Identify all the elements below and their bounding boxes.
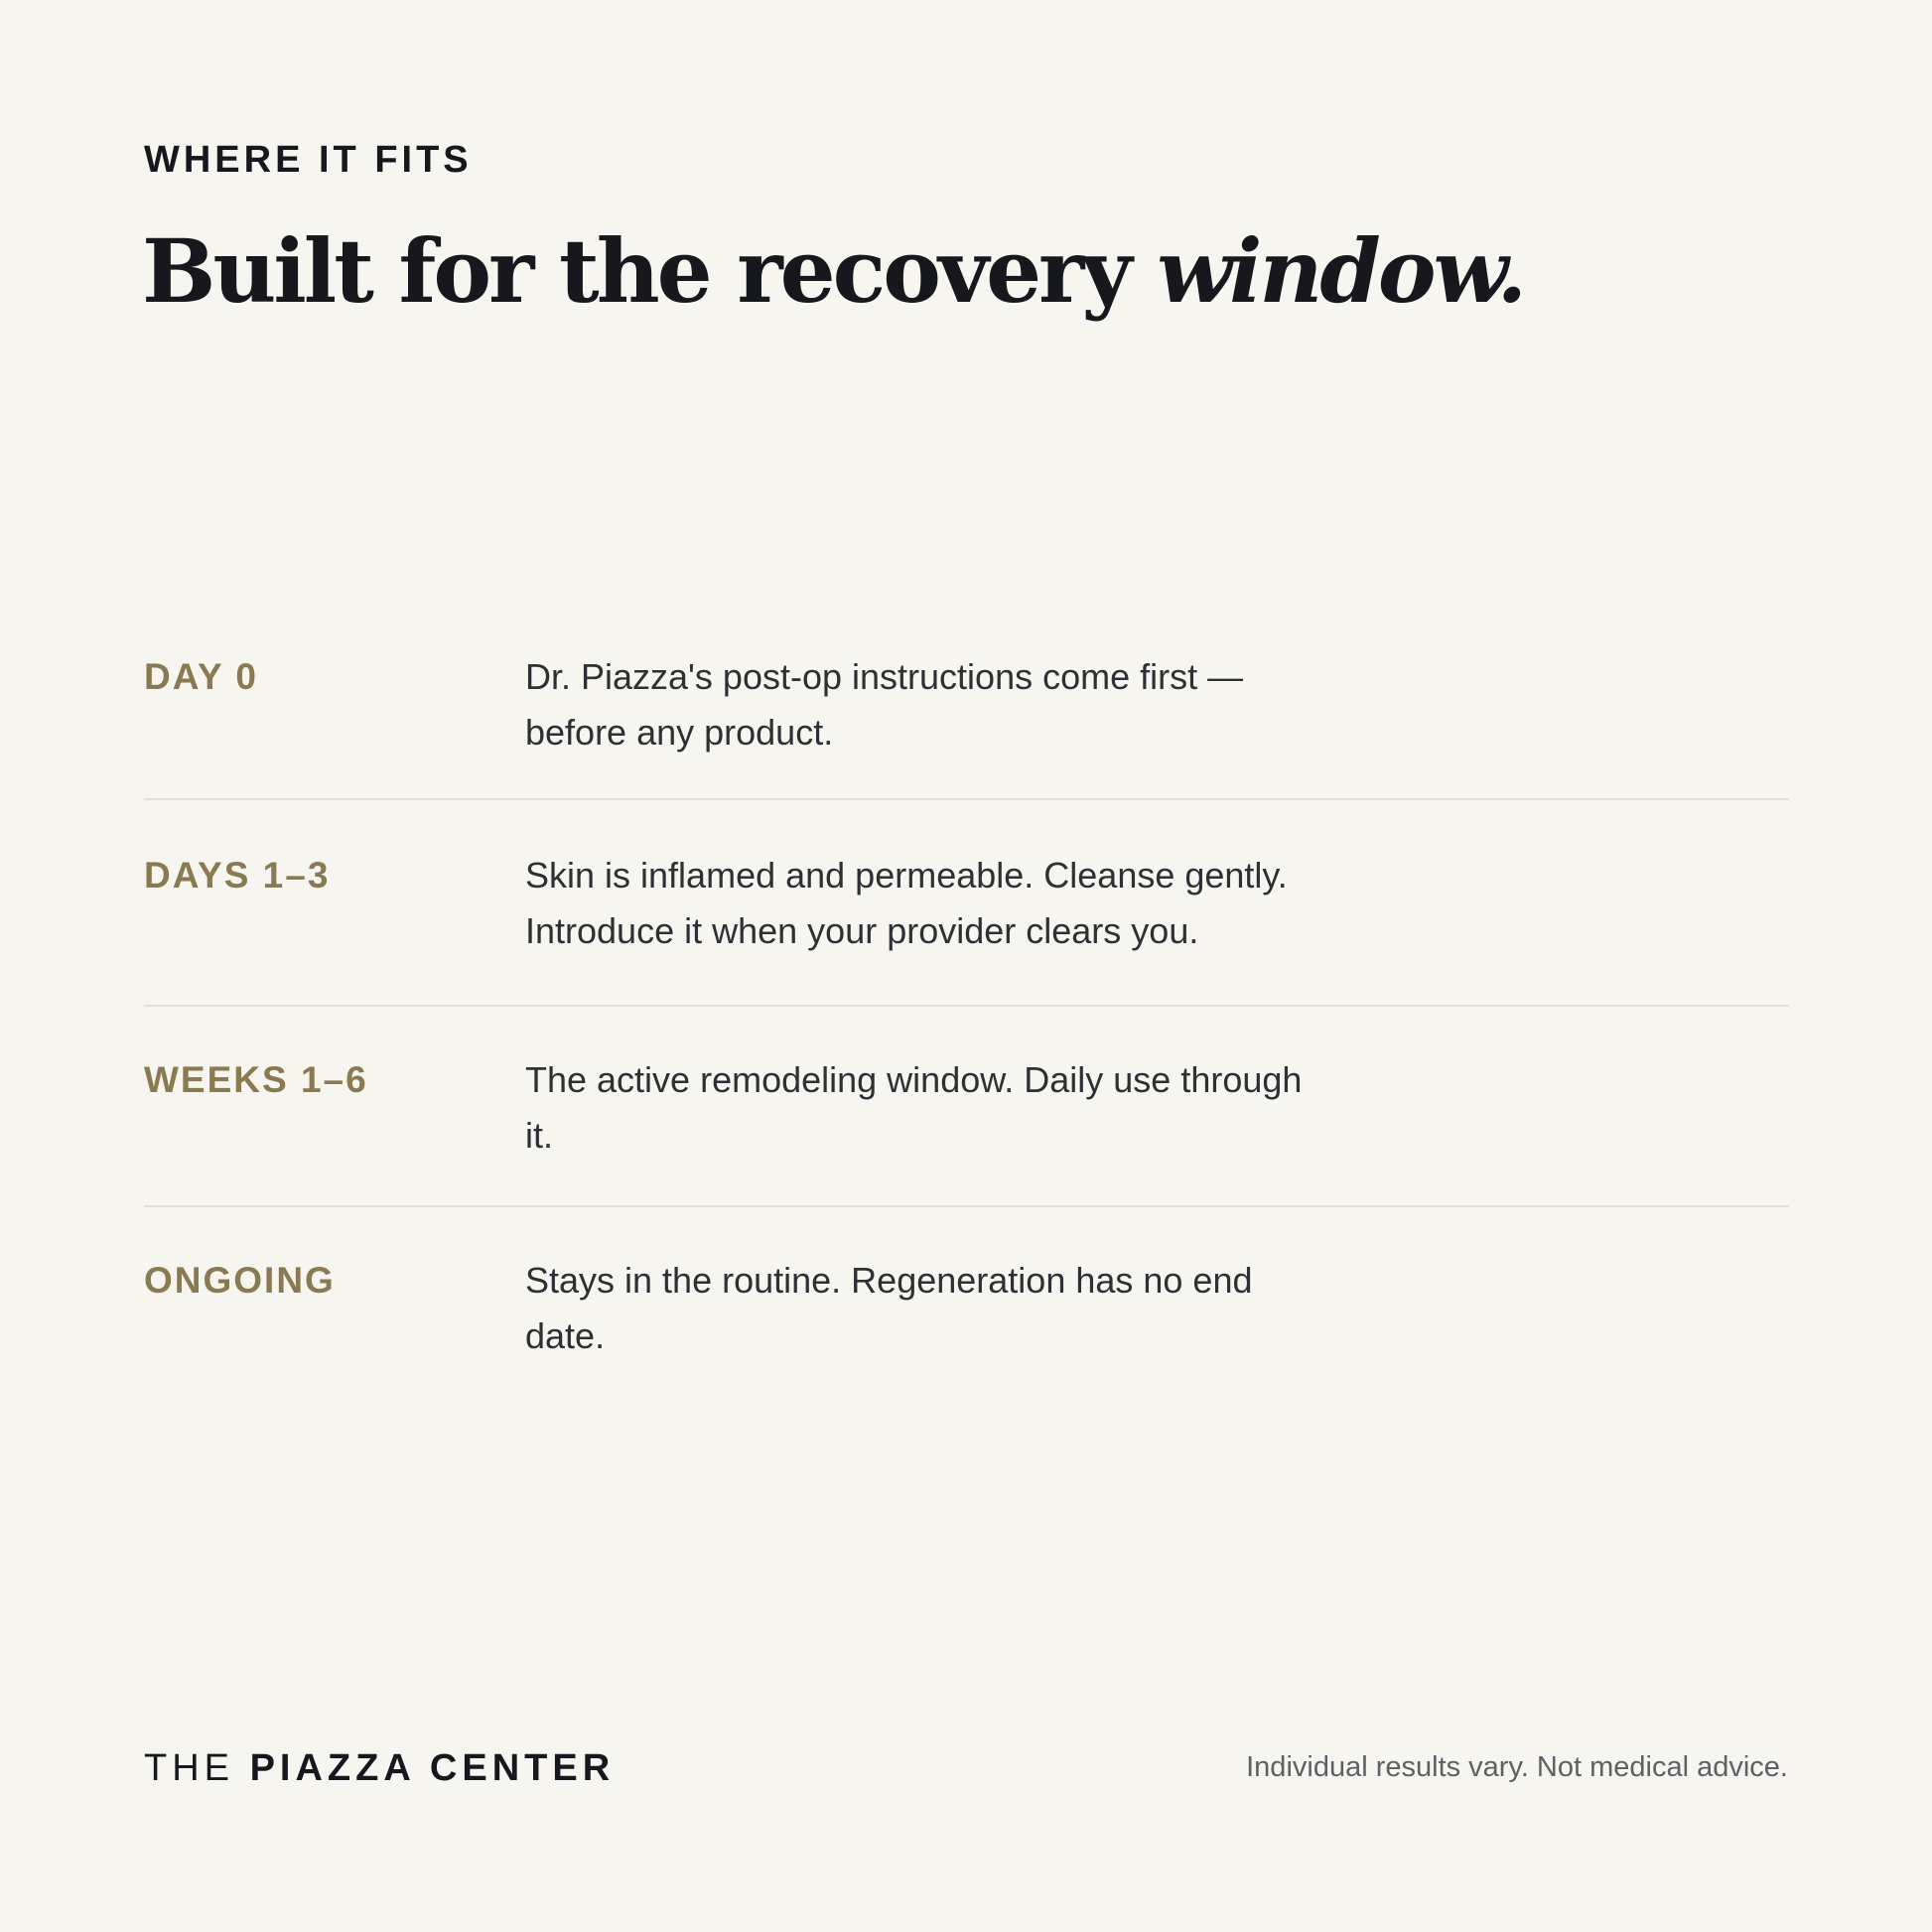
eyebrow-label: WHERE IT FITS — [144, 139, 473, 181]
timeline-row — [144, 635, 1789, 800]
timeline-description: Dr. Piazza's post-op instructions come first — before any product. — [525, 656, 1244, 753]
timeline-description: Stays in the routine. Regeneration has no end date. — [525, 1260, 1253, 1356]
page-title-italic: window. — [1157, 219, 1525, 323]
page-title — [142, 219, 1525, 323]
timeline-label: DAYS 1–3 — [144, 855, 331, 896]
timeline-label: WEEKS 1–6 — [144, 1059, 368, 1100]
timeline-row — [144, 800, 1789, 1007]
timeline-list — [144, 635, 1789, 1364]
timeline-row — [144, 1007, 1789, 1207]
page-title-plain: Built for the recovery — [142, 219, 1158, 323]
brand-prefix: THE — [144, 1747, 250, 1789]
brand-logo — [144, 1749, 615, 1787]
timeline-description: Skin is inflamed and permeable. Cleanse gently. Introduce it when your provider clears you. — [525, 855, 1288, 951]
timeline-description: The active remodeling window. Daily use through it. — [525, 1059, 1303, 1156]
brand-name: PIAZZA CENTER — [249, 1747, 616, 1789]
timeline-row — [144, 1207, 1789, 1364]
timeline-label: ONGOING — [144, 1260, 336, 1301]
timeline-label: DAY 0 — [144, 656, 258, 697]
disclaimer-text: Individual results vary. Not medical advice. — [1246, 1751, 1788, 1783]
